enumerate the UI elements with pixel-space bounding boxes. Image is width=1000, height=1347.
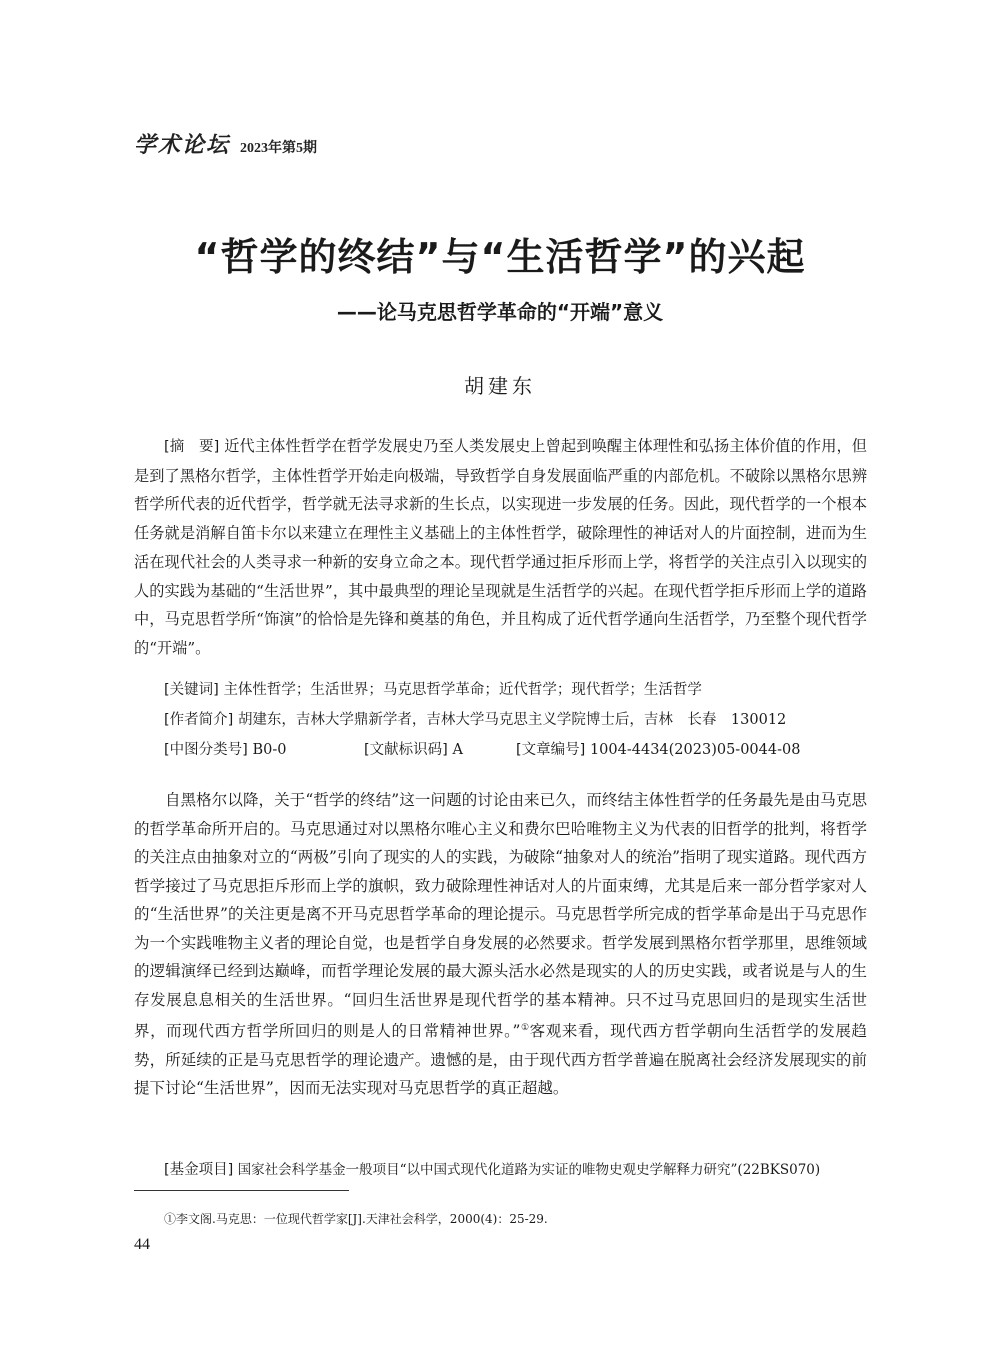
clc-value: B0-0 bbox=[252, 742, 287, 758]
funding-line bbox=[164, 1158, 867, 1179]
article-subtitle: ——论马克思哲学革命的“开端”意义 bbox=[336, 300, 664, 324]
clc-label: [中图分类号] bbox=[164, 742, 248, 758]
abstract-label: [摘 要] bbox=[164, 439, 220, 455]
abstract-text: 近代主体性哲学在哲学发展史乃至人类发展史上曾起到唤醒主体理性和弘扬主体价值的作用，但是到了黑格尔哲学，主体性哲学开始走向极端，导致哲学自身发展面临严重的内部危机。不破除以黑格尔思辨哲学所代表的近代哲学，哲学就无法寻求新的生长点，以实现进一步发展的任务。因此，现代哲学的一个根本任务就是消解自笛卡尔以来建立在理性主义基础上的主体性哲学，破除理性的神话对人的片面控制，进而为生活在现代社会的人类寻求一种新的安身立命之本。现代哲学通过拒斥形而上学，将哲学的关注点引入以现实的人的实践为基础的“生活世界”，其中最典型的理论呈现就是生活哲学的兴起。在现代哲学拒斥形而上学的道路中，马克思哲学所“饰演”的恰恰是先锋和奠基的角色，并且构成了近代哲学通向生活哲学，乃至整个现代哲学的“开端”。 bbox=[134, 437, 867, 657]
author-info-line bbox=[164, 708, 867, 729]
funding-label: [基金项目] bbox=[164, 1162, 234, 1178]
abstract-block bbox=[134, 432, 867, 663]
doc-code-label: [文献标识码] bbox=[364, 742, 448, 758]
article-number-value: 1004-4434(2023)05-0044-08 bbox=[589, 742, 801, 758]
classification-line bbox=[164, 738, 867, 759]
footnote-marker: ① bbox=[520, 1023, 530, 1033]
author-info-label: [作者简介] bbox=[164, 712, 234, 728]
article-author: 胡建东 bbox=[464, 374, 536, 398]
keywords-text: 主体性哲学；生活世界；马克思哲学革命；近代哲学；现代哲学；生活哲学 bbox=[223, 682, 702, 698]
footnote-divider bbox=[134, 1190, 349, 1191]
abstract-paragraph bbox=[134, 432, 867, 663]
journal-header bbox=[134, 128, 317, 159]
doc-code-value: A bbox=[452, 742, 463, 758]
body-text-part-2: 客观来看，现代西方哲学朝向生活哲学的发展趋势，所延续的正是马克思哲学的理论遗产。遗憾的是，由于现代西方哲学普遍在脱离社会经济发展现实的前提下讨论“生活世界”，因而无法实现对马克思哲学的真正超越。 bbox=[134, 1022, 867, 1098]
article-title: “哲学的终结”与“生活哲学”的兴起 bbox=[194, 235, 806, 279]
author-info-text: 胡建东，吉林大学鼎新学者，吉林大学马克思主义学院博士后，吉林 长春 130012 bbox=[237, 712, 787, 728]
article-number-item bbox=[516, 738, 800, 759]
page-number: 44 bbox=[134, 1236, 150, 1253]
doc-code-item bbox=[364, 738, 516, 759]
keywords-label: [关键词] bbox=[164, 682, 219, 698]
keywords-line bbox=[164, 678, 867, 699]
footnote: ①李文阁.马克思：一位现代哲学家[J].天津社会科学，2000(4)：25-29. bbox=[164, 1212, 548, 1226]
journal-logo: 学术论坛 bbox=[134, 132, 231, 158]
article-number-label: [文章编号] bbox=[516, 742, 586, 758]
clc-item bbox=[164, 738, 364, 759]
body-text-part-1: 自黑格尔以降，关于“哲学的终结”这一问题的讨论由来已久，而终结主体性哲学的任务最先是由马克思的哲学革命所开启的。马克思通过对以黑格尔唯心主义和费尔巴哈唯物主义为代表的旧哲学的批判，将哲学的关注点由抽象对立的“两极”引向了现实的人的实践，为破除“抽象对人的统治”指明了现实道路。现代西方哲学接过了马克思拒斥形而上学的旗帜，致力破除理性神话对人的片面束缚，尤其是后来一部分哲学家对人的“生活世界”的关注更是离不开马克思哲学革命的理论提示。马克思哲学所完成的哲学革命是出于马克思作为一个实践唯物主义者的理论自觉，也是哲学自身发展的必然要求。哲学发展到黑格尔哲学那里，思维领域的逻辑演绎已经到达巅峰，而哲学理论发展的最大源头活水必然是现实的人的历史实践，或者说是与人的生存发展息息相关的生活世界。“回归生活世界是现代哲学的基本精神。只不过马克思回归的是现实生活世界，而现代西方哲学所回归的则是人的日常精神世界。” bbox=[134, 791, 867, 1041]
funding-text: 国家社会科学基金一般项目“以中国式现代化道路为实证的唯物史观史学解释力研究”(22BKS070) bbox=[237, 1162, 821, 1178]
body-paragraph bbox=[134, 786, 867, 1103]
journal-issue: 2023年第5期 bbox=[240, 141, 318, 156]
